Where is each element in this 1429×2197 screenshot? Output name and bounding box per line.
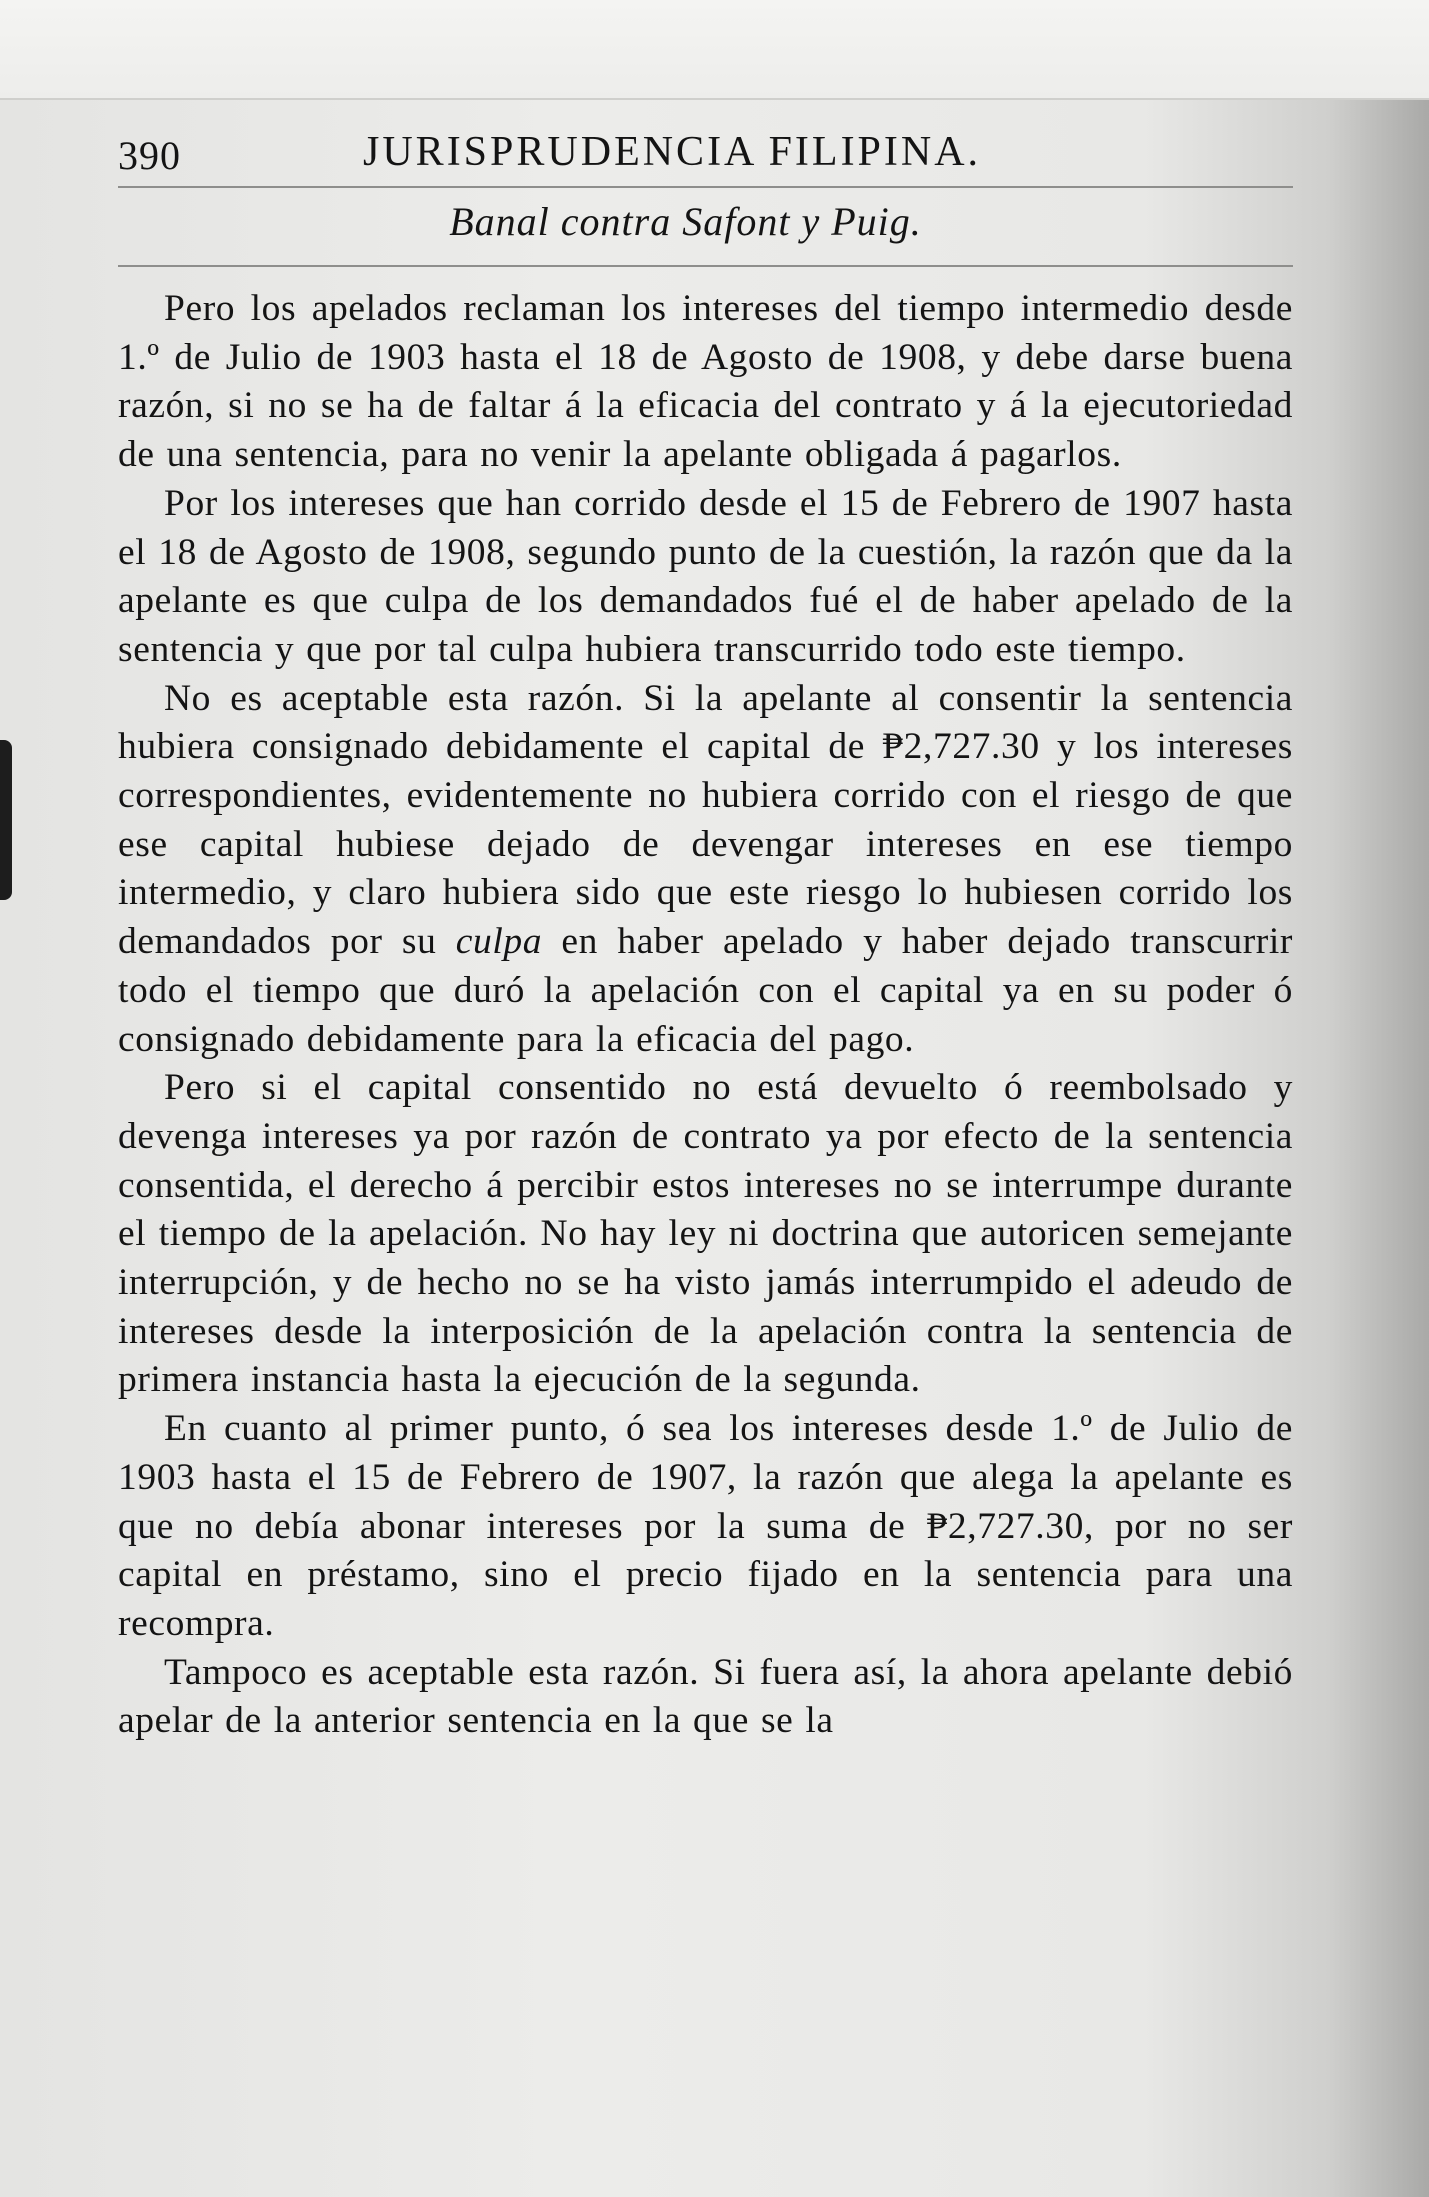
case-title: Banal contra Safont y Puig. xyxy=(449,199,922,244)
page-number: 390 xyxy=(118,133,181,178)
running-title: JURISPRUDENCIA FILIPINA. xyxy=(363,129,982,175)
paragraph-text: No es aceptable esta razón. Si la apelante al consentir la sentencia hubiera consignado debidamente el capital de ₱2,727.30 y los intereses correspondientes, evidentemente no hubiera corrido con el riesgo de que ese capital hubiese dejado de devengar intereses en ese tiempo intermedio, y claro hubiera sido que este riesgo lo hubiesen corrido los demandados por su xyxy=(118,677,1293,963)
header-rule xyxy=(118,186,1293,188)
page-header xyxy=(118,118,1288,178)
paragraph-text: en haber apelado y haber dejado transcurrir todo el tiempo que duró la apelación con el capital ya en su poder ó consignado debidamente para la eficacia del pago. xyxy=(118,921,1294,1060)
header-rule-lower xyxy=(118,265,1293,267)
paragraph xyxy=(118,675,1293,1065)
paragraph: Pero los apelados reclaman los intereses del tiempo intermedio desde 1.º de Julio de 1903 hasta el 18 de Agosto de 1908, y debe darse buena razón, si no se ha de faltar á la eficacia del contrato y á la ejecutoriedad de una sentencia, para no venir la apelante obligada á pagarlos. xyxy=(118,288,1293,476)
scan-top-margin xyxy=(0,0,1429,100)
paragraph: Pero si el capital consentido no está devuelto ó reembolsado y devenga intereses ya por razón de contrato ya por efecto de la sentencia consentida, el derecho á percibir estos intereses no se interrumpe durante el tiempo de la apelación. No hay ley ni doctrina que autoricen semejante interrupción, y de hecho no se ha visto jamás interrumpido el adeudo de intereses desde la interposición de la apelación contra la sentencia de primera instancia hasta la ejecución de la segunda. xyxy=(118,1067,1293,1401)
paragraph: En cuanto al primer punto, ó sea los intereses desde 1.º de Julio de 1903 hasta el 15 de Febrero de 1907, la razón que alega la apelante es que no debía abonar intereses por la suma de ₱2,727.30, por no ser capital en préstamo, sino el precio fijado en la sentencia para una recompra. xyxy=(118,1408,1293,1644)
italic-term: culpa xyxy=(455,921,543,963)
paragraph: Por los intereses que han corrido desde el 15 de Febrero de 1907 hasta el 18 de Agosto de 1908, segundo punto de la cuestión, la razón que da la apelante es que culpa de los demandados fué el de haber apelado de la sentencia y que por tal culpa hubiera transcurrido todo este tiempo. xyxy=(118,482,1293,670)
page-body xyxy=(118,285,1293,1746)
binding-shadow xyxy=(0,740,12,900)
paragraph: Tampoco es aceptable esta razón. Si fuera así, la ahora apelante debió apelar de la anterior sentencia en la que se la xyxy=(118,1651,1293,1742)
